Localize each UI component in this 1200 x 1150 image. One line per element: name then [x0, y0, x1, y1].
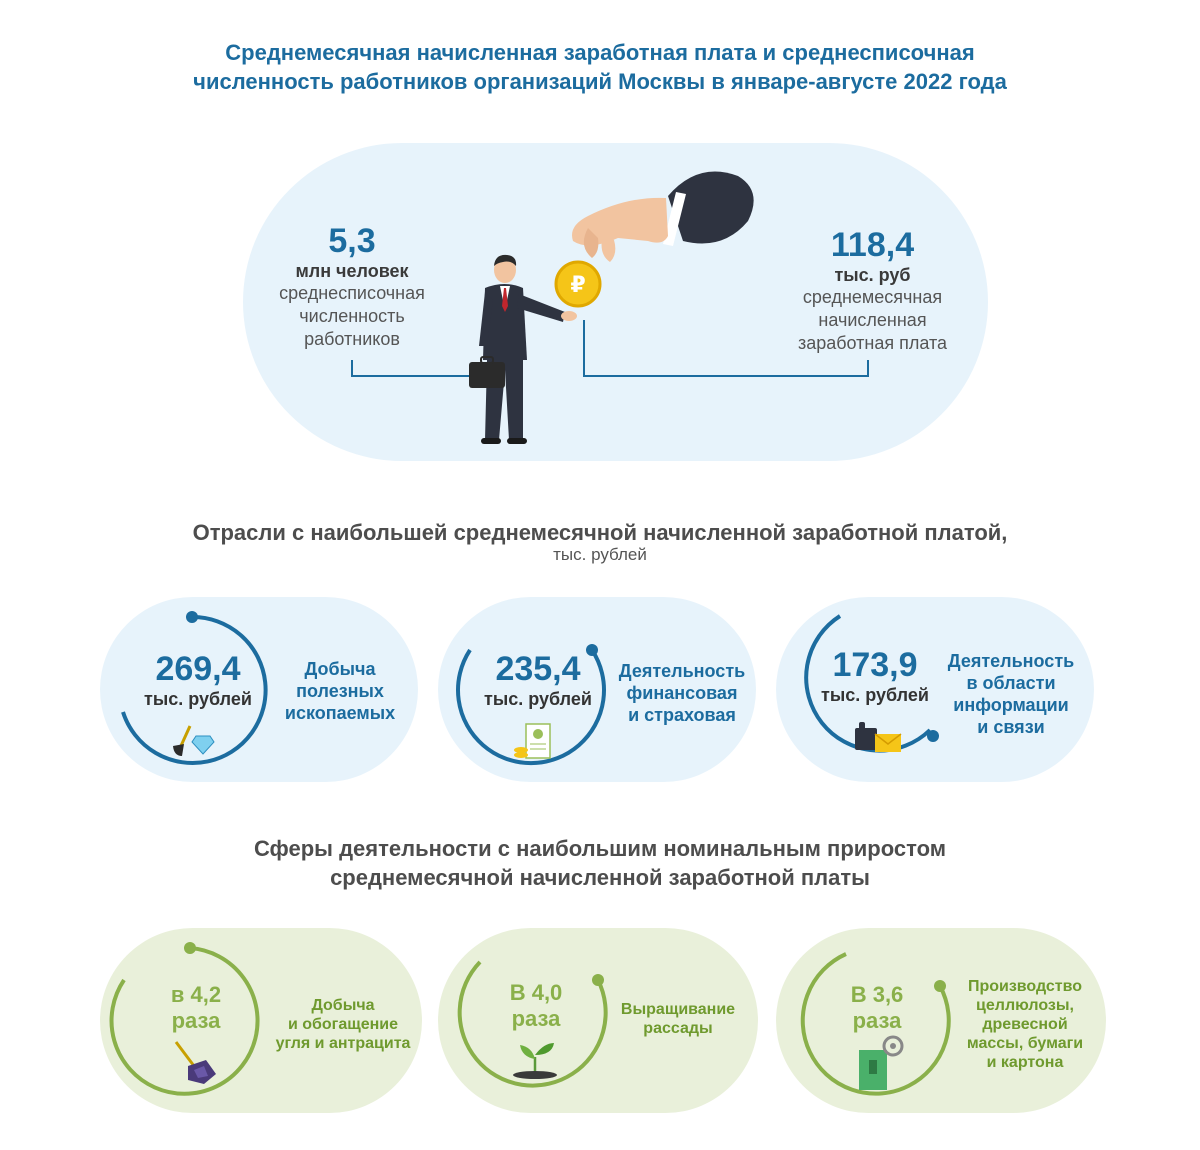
growth-coal-unit: раза [171, 1008, 221, 1033]
industry-mining-label2: полезных [296, 681, 384, 701]
growth-seedlings-text [476, 980, 596, 1032]
growth-seedlings-label2: рассады [643, 1020, 713, 1037]
growth-title-line1: Сферы деятельности с наибольшим номинальным приростом [253, 836, 947, 861]
salary-desc3: заработная плата [797, 333, 948, 353]
industry-finance-label2: финансовая [626, 683, 738, 703]
headcount-unit: млн человек [295, 261, 409, 281]
phone-envelope-icon [853, 718, 903, 754]
industry-it-label2: в области [966, 673, 1056, 693]
growth-paper-label5: и картона [986, 1054, 1064, 1071]
growth-seedlings-label1: Выращивание [620, 1001, 736, 1018]
growth-coal-label3: угля и антрацита [275, 1035, 411, 1052]
industry-finance-label1: Деятельность [618, 661, 746, 681]
growth-coal-value: в 4,2 [170, 982, 222, 1007]
industry-finance-value: 235,4 [495, 650, 581, 688]
industry-it-value: 173,9 [832, 646, 918, 684]
ruble-coin-icon [553, 259, 603, 309]
industry-mining-label1: Добыча [304, 659, 376, 679]
industry-mining-text [118, 650, 278, 710]
industry-mining-unit: тыс. рублей [144, 689, 252, 709]
growth-seedlings-unit: раза [511, 1006, 561, 1031]
industry-it-unit: тыс. рублей [821, 685, 929, 705]
growth-title [0, 834, 1200, 892]
growth-paper-label [955, 977, 1095, 1072]
growth-paper-text [817, 982, 937, 1034]
headcount-desc3: работников [304, 329, 400, 349]
growth-paper-unit: раза [852, 1008, 902, 1033]
ring-dot-mining [186, 611, 198, 623]
page-title-line2: численность работников организаций Москвы в январе-августе 2022 года [193, 69, 1007, 94]
growth-coal-text [136, 982, 256, 1034]
growth-coal-label [268, 996, 418, 1053]
growth-coal-label1: Добыча [311, 997, 375, 1014]
growth-seedlings-value: В 4,0 [509, 980, 563, 1005]
coin-symbol: ₽ [570, 273, 586, 298]
industry-it-label4: и связи [977, 717, 1045, 737]
industries-title: Отрасли с наибольшей среднемесячной начисленной заработной платой, [192, 520, 1008, 545]
industry-it-label1: Деятельность [947, 651, 1075, 671]
growth-seedlings-label [618, 1000, 738, 1038]
growth-paper-value: В 3,6 [850, 982, 904, 1007]
growth-title-line2: среднемесячной начисленной заработной платы [330, 865, 870, 890]
salary-desc1: среднемесячная [802, 287, 943, 307]
growth-paper-label1: Производство [967, 978, 1083, 995]
headcount-desc2: численность [299, 306, 405, 326]
growth-paper-label3: древесной [982, 1016, 1068, 1033]
ring-dot-it [927, 730, 939, 742]
salary-desc2: начисленная [818, 310, 927, 330]
salary-value: 118,4 [830, 226, 915, 264]
ring-dot-coal [184, 942, 196, 954]
industry-mining-label3: ископаемых [284, 703, 396, 723]
growth-paper-label2: целлюлозы, [976, 997, 1074, 1014]
headcount-desc1: среднесписочная [279, 283, 425, 303]
coal-shovel-icon [170, 1040, 220, 1085]
sprout-icon [510, 1035, 560, 1080]
industry-finance-label [608, 660, 756, 726]
headcount-value: 5,3 [328, 222, 376, 260]
industry-finance-label3: и страховая [628, 705, 736, 725]
industry-mining-value: 269,4 [155, 650, 241, 688]
industry-finance-unit: тыс. рублей [484, 689, 592, 709]
shovel-diamond-icon [170, 722, 215, 760]
money-document-icon [512, 722, 557, 762]
industries-subtitle: тыс. рублей [553, 545, 647, 564]
paper-mill-icon [855, 1034, 905, 1092]
industry-finance-text [458, 650, 618, 710]
page-title-line1: Среднемесячная начисленная заработная плата и среднесписочная [225, 40, 975, 65]
salary-unit: тыс. руб [834, 265, 911, 285]
industry-it-text [795, 646, 955, 706]
growth-paper-label4: массы, бумаги [966, 1035, 1084, 1052]
growth-coal-label2: и обогащение [287, 1016, 399, 1033]
industry-it-label3: информации [953, 695, 1069, 715]
industry-mining-label [270, 658, 410, 724]
industry-it-label [940, 650, 1082, 738]
